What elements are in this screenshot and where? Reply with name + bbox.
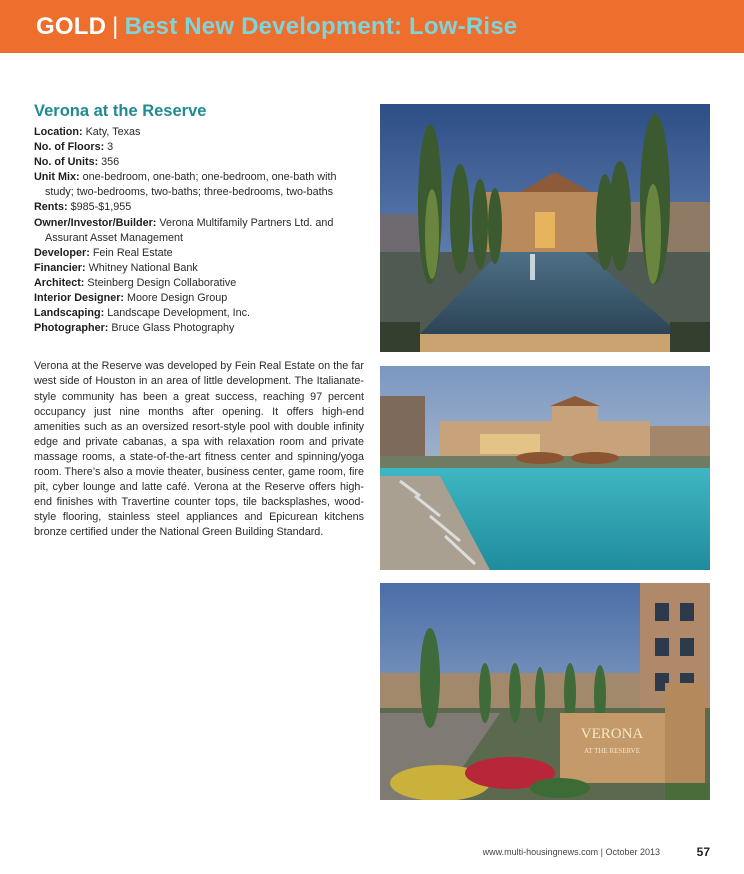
fact-value: Steinberg Design Collaborative bbox=[87, 276, 237, 289]
fact-value: Katy, Texas bbox=[85, 126, 141, 138]
footer-source: www.multi-housingnews.com | October 2013 bbox=[482, 847, 660, 857]
fact-value: one-bedroom, one-bath; one-bedroom, one-bath with study; two-bedrooms, two-baths; three-bedrooms, two-baths bbox=[45, 171, 337, 199]
project-description: Verona at the Reserve was developed by Fein Real Estate on the far west side of Houston in an area of little development. The Italianate-style community has been a great success, reaching 97 percent occupancy just nine months after opening. It offers high-end amenities such as an oversized resort-style pool with double infinity edge and private cabanas, a spa with relaxation room and private massage rooms, a state-of-the-art fitness center and spinning/yoga room. There’s also a movie theater, business center, game room, fire pit, cyber lounge and latte café. Verona at the Reserve offers high-end finishes with Travertine counter tops, tile backsplashes, wood-style flooring, stainless steel appliances and Epicurean kitchens bronze certified under the National Green Building Standard. bbox=[34, 360, 364, 539]
fact-label: Rents: bbox=[34, 201, 68, 214]
fact-value: Landscape Development, Inc. bbox=[107, 307, 251, 320]
fact-value: Fein Real Estate bbox=[92, 246, 173, 259]
header-separator: | bbox=[112, 12, 119, 40]
award-level: GOLD bbox=[36, 12, 107, 40]
fact-architect bbox=[34, 276, 364, 291]
fact-label: Financier: bbox=[34, 261, 86, 274]
fact-landscaping bbox=[34, 306, 364, 321]
fact-unit-mix bbox=[34, 170, 364, 200]
fact-value: Moore Design Group bbox=[127, 292, 228, 305]
fact-value: $985-$1,955 bbox=[70, 201, 132, 214]
fact-floors bbox=[34, 140, 364, 155]
fact-label: Interior Designer: bbox=[34, 292, 124, 305]
sign-text-reserve: AT THE RESERVE bbox=[584, 747, 640, 755]
sign-text-verona: VERONA bbox=[580, 726, 644, 742]
fact-value: 3 bbox=[107, 141, 114, 154]
page-footer bbox=[0, 846, 744, 860]
fact-value: Bruce Glass Photography bbox=[111, 322, 235, 335]
fact-owner bbox=[34, 216, 364, 246]
fact-units bbox=[34, 155, 364, 170]
fact-photographer bbox=[34, 321, 364, 336]
fact-value: Whitney National Bank bbox=[88, 261, 198, 274]
header-title bbox=[36, 13, 517, 41]
fact-label: Developer: bbox=[34, 246, 90, 259]
fact-label: No. of Floors: bbox=[34, 141, 105, 154]
project-details bbox=[34, 101, 364, 540]
fact-value: 356 bbox=[101, 156, 120, 169]
photo-resort-pool bbox=[380, 366, 710, 570]
fact-label: Location: bbox=[34, 126, 83, 138]
fact-label: Owner/Investor/Builder: bbox=[34, 216, 157, 229]
fact-interior-designer bbox=[34, 291, 364, 306]
photo-entrance-sign bbox=[380, 583, 710, 800]
fact-financier bbox=[34, 261, 364, 276]
fact-list bbox=[34, 125, 364, 336]
fact-developer bbox=[34, 246, 364, 261]
project-title: Verona at the Reserve bbox=[34, 102, 207, 120]
fact-location bbox=[34, 125, 364, 140]
fact-rents bbox=[34, 200, 364, 215]
fact-label: No. of Units: bbox=[34, 156, 99, 169]
award-category: Best New Development: Low-Rise bbox=[124, 12, 518, 40]
page-number: 57 bbox=[696, 845, 710, 859]
fact-label: Architect: bbox=[34, 276, 85, 289]
fact-label: Photographer: bbox=[34, 322, 109, 335]
photo-reflecting-pool bbox=[380, 104, 710, 352]
fact-value: Verona Multifamily Partners Ltd. and Assurant Asset Management bbox=[45, 216, 334, 244]
fact-label: Landscaping: bbox=[34, 307, 105, 320]
header-banner bbox=[0, 0, 744, 53]
fact-label: Unit Mix: bbox=[34, 171, 80, 184]
